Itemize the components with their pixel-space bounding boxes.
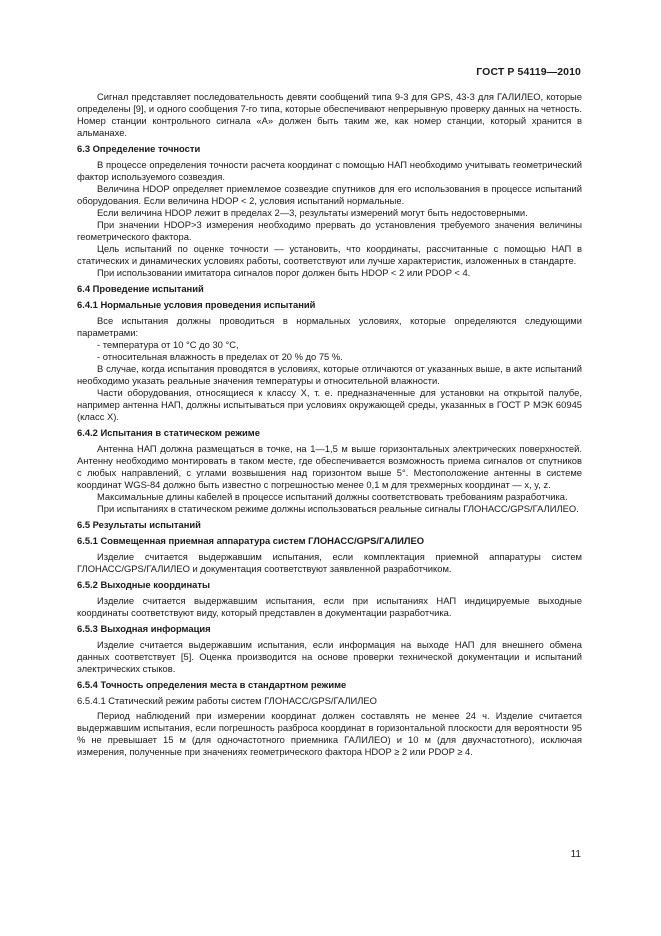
paragraph: Изделие считается выдержавшим испытания, если при испытаниях НАП индицируемые выходные координаты соответствуют виду, который представлен в документации разработчика. bbox=[77, 595, 582, 618]
paragraph: Изделие считается выдержавшим испытания, если информация на выходе НАП для внешнего обмена данных соответствует [5]. Оценка производится на основе проверки технической документации и испытаний электрических стыков. bbox=[77, 639, 582, 674]
section-heading: 6.4 Проведение испытаний bbox=[77, 283, 204, 294]
paragraph: Максимальные длины кабелей в процессе испытаний должны соответствовать требованиям разработчика. bbox=[97, 491, 568, 502]
paragraph: В случае, когда испытания проводятся в условиях, которые отличаются от указанных выше, в акте испытаний необходимо указать реальные значения температуры и относительной влажности. bbox=[77, 363, 582, 386]
section-heading: 6.5.1 Совмещенная приемная аппаратура систем ГЛОНАСС/GPS/ГАЛИЛЕО bbox=[77, 535, 425, 546]
section-heading: 6.5.4 Точность определения места в стандартном режиме bbox=[77, 679, 347, 690]
paragraph: Цель испытаний по оценке точности — установить, что координаты, рассчитанные с помощью НАП в статических и динамических условиях работы, соответствуют или лучше характеристик, изложенных в стандарте. bbox=[77, 243, 582, 266]
paragraph: - температура от 10 °С до 30 °С, bbox=[97, 339, 239, 350]
page-number: 11 bbox=[570, 849, 581, 860]
section-heading: 6.4.1 Нормальные условия проведения испытаний bbox=[77, 299, 316, 310]
section-heading: 6.4.2 Испытания в статическом режиме bbox=[77, 427, 260, 438]
paragraph: При испытаниях в статическом режиме должны использоваться реальные сигналы ГЛОНАСС/GPS/ГАЛИЛЕО. bbox=[97, 503, 579, 514]
paragraph: Антенна НАП должна размещаться в точке, на 1—1,5 м выше горизонтальных электрических поверхностей. Антенну необходимо монтировать в таком месте, где обеспечивается возможность приема сигналов от спутников с любых направлений, с углами возвышения над горизонтом выше 5°. Местоположение антенны в системе координат WGS-84 должно быть известно с погрешностью менее 0,1 м для трехмерных координат — x, y, z. bbox=[77, 443, 582, 490]
paragraph: Если величина HDOP лежит в пределах 2—3, результаты измерений могут быть недостоверными. bbox=[97, 207, 528, 218]
paragraph: Изделие считается выдержавшим испытания, если комплектация приемной аппаратуры систем ГЛОНАСС/GPS/ГАЛИЛЕО и документация соответствуют заявленной разработчиком. bbox=[77, 551, 582, 574]
document-header: ГОСТ Р 54119—2010 bbox=[476, 66, 581, 78]
section-heading: 6.3 Определение точности bbox=[77, 143, 201, 154]
paragraph: Период наблюдений при измерении координат должен составлять не менее 24 ч. Изделие считается выдержавшим испытания, если погрешность разброса координат в горизонтальной плоскости для вероятности 95 % не превышает 15 м (для одночастотного приемника ГАЛИЛЕО) и 10 м (для двухчастотного), исключая измерения, полученные при значениях геометрического фактора HDOP ≥ 2 или PDOP ≥ 4. bbox=[77, 710, 582, 757]
paragraph: Сигнал представляет последовательность девяти сообщений типа 9-3 для GPS, 43-3 для ГАЛИЛЕО, которые определены [9], и одного сообщения 7-го типа, которые обеспечивают непрерывную проверку данных на четность. Номер станции контрольного сигнала «А» должен быть таким же, как номер станции, который хранится в альманахе. bbox=[77, 91, 582, 138]
paragraph: Все испытания должны проводиться в нормальных условиях, которые определяются следующими параметрами: bbox=[77, 315, 582, 338]
section-heading: 6.5.2 Выходные координаты bbox=[77, 579, 210, 590]
paragraph: - относительная влажность в пределах от 20 % до 75 %. bbox=[97, 351, 343, 362]
paragraph: Величина HDOP определяет приемлемое созвездие спутников для его использования в процессе испытаний оборудования. Если величина HDOP < 2, условия испытаний нормальные. bbox=[77, 183, 582, 206]
subsection-heading: 6.5.4.1 Статический режим работы систем ГЛОНАСС/GPS/ГАЛИЛЕО bbox=[77, 695, 377, 706]
paragraph: В процессе определения точности расчета координат с помощью НАП необходимо учитывать геометрический фактор используемого созвездия. bbox=[77, 159, 582, 182]
section-heading: 6.5 Результаты испытаний bbox=[77, 519, 201, 530]
paragraph: Части оборудования, относящиеся к классу X, т. е. предназначенные для установки на открытой палубе, например антенна НАП, должны испытываться при условиях окружающей среды, указанных в ГОСТ Р МЭК 60945 (класс X). bbox=[77, 387, 582, 422]
paragraph: При использовании имитатора сигналов порог должен быть HDOP < 2 или PDOP < 4. bbox=[97, 267, 471, 278]
document-body bbox=[77, 91, 582, 758]
paragraph: При значении HDOP>3 измерения необходимо прервать до установления требуемого значения величины геометрического фактора. bbox=[77, 219, 582, 242]
section-heading: 6.5.3 Выходная информация bbox=[77, 623, 211, 634]
